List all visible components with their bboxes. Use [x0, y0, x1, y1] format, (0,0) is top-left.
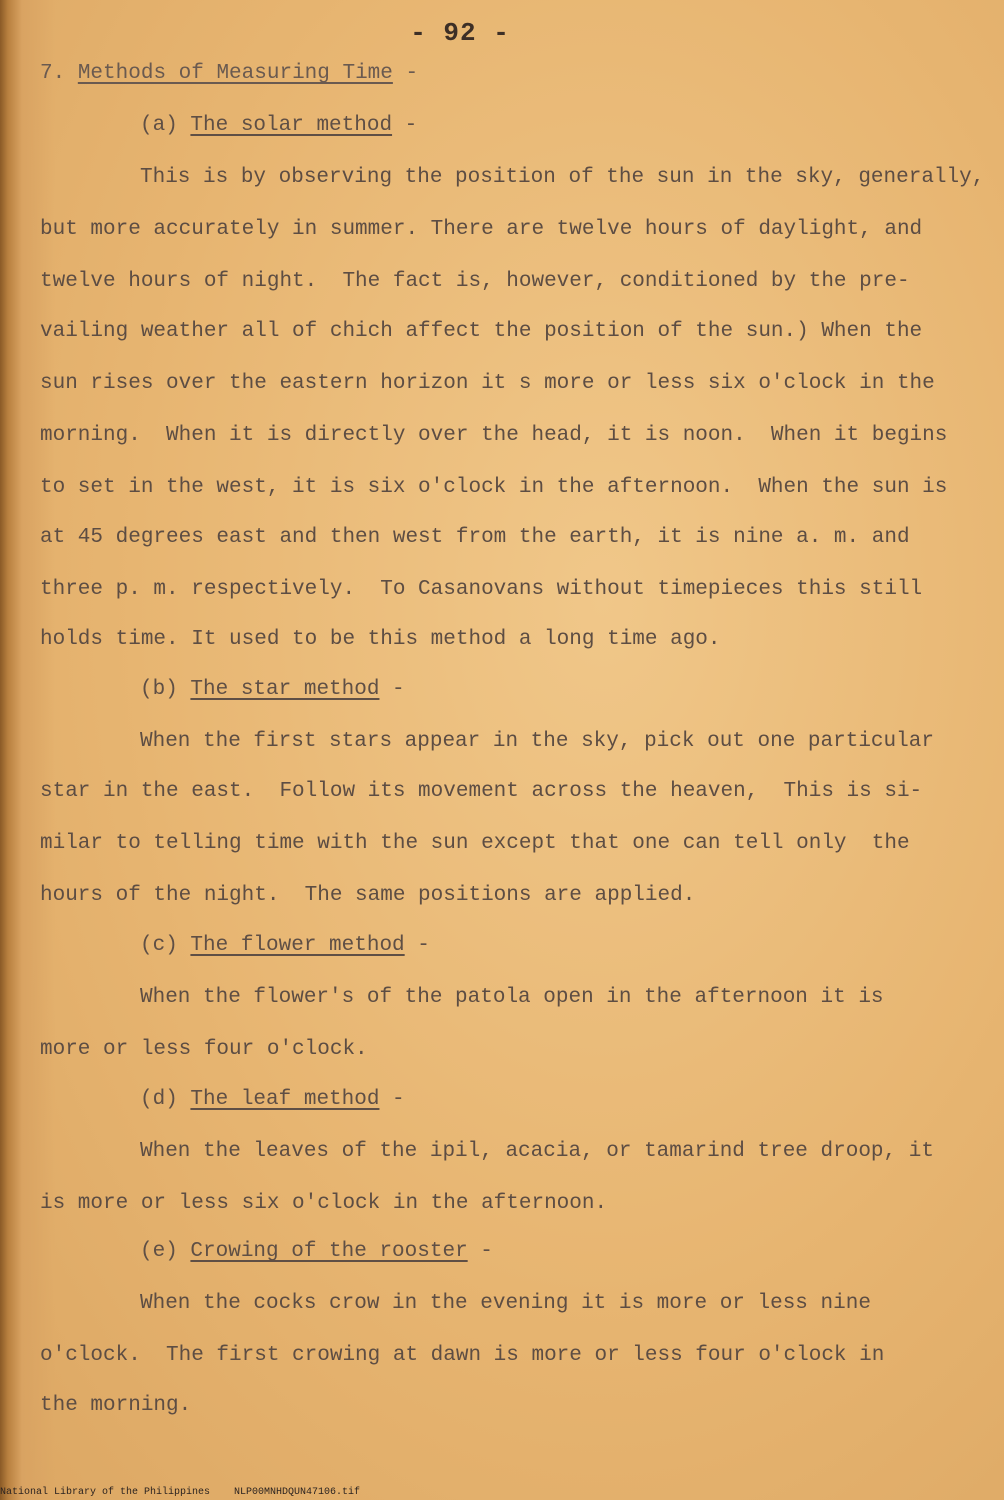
paragraph-line: three p. m. respectively. To Casanovans without timepieces this still [40, 578, 923, 601]
paragraph-line: When the leaves of the ipil, acacia, or tamarind tree droop, it [140, 1140, 934, 1163]
subsection-label: (e) [140, 1240, 178, 1263]
paragraph-line: hours of the night. The same positions are applied. [40, 884, 696, 907]
paragraph-line: milar to telling time with the sun except that one can tell only the [40, 832, 910, 855]
subsection-dash: - [467, 1240, 493, 1263]
subsection-label: (a) [140, 114, 178, 137]
paragraph-line: at 45 degrees east and then west from the earth, it is nine a. m. and [40, 526, 910, 549]
paragraph-line: When the cocks crow in the evening it is more or less nine [140, 1292, 871, 1315]
subsection-title: The flower method [190, 934, 405, 957]
paragraph-line: the morning. [40, 1394, 192, 1417]
subsection-title: The solar method [190, 114, 393, 137]
paragraph-line: to set in the west, it is six o'clock in the afternoon. When the sun is [40, 476, 948, 499]
subsection-dash: - [379, 1088, 405, 1111]
subsection-dash: - [404, 934, 430, 957]
paragraph-line: vailing weather all of chich affect the position of the sun.) When the [40, 320, 923, 343]
subsection-title: Crowing of the rooster [190, 1240, 468, 1263]
subsection-dash: - [379, 678, 405, 701]
paragraph-line: but more accurately in summer. There are twelve hours of daylight, and [40, 218, 923, 241]
paragraph-line: morning. When it is directly over the head, it is noon. When it begins [40, 424, 948, 447]
subsection-heading-flower [140, 934, 430, 957]
subsection-heading-solar [140, 114, 417, 137]
subsection-heading-leaf [140, 1088, 405, 1111]
paragraph-line: more or less four o'clock. [40, 1038, 368, 1061]
subsection-heading-rooster [140, 1240, 493, 1263]
subsection-label: (d) [140, 1088, 178, 1111]
paragraph-line: o'clock. The first crowing at dawn is more or less four o'clock in [40, 1344, 885, 1367]
archive-footer: National Library of the Philippines NLP00MNHDQUN47106.tif [0, 1487, 361, 1498]
section-number: 7. [40, 62, 66, 85]
section-title: Methods of Measuring Time [77, 62, 393, 85]
section-dash: - [392, 62, 419, 85]
subsection-label: (c) [140, 934, 178, 957]
paragraph-line: star in the east. Follow its movement across the heaven, This is si- [40, 780, 923, 803]
paragraph-line: When the first stars appear in the sky, pick out one particular [140, 730, 934, 753]
subsection-label: (b) [140, 678, 178, 701]
paragraph-line: sun rises over the eastern horizon it s more or less six o'clock in the [40, 372, 935, 395]
paragraph-line: When the flower's of the patola open in the afternoon it is [140, 986, 884, 1009]
subsection-dash: - [392, 114, 418, 137]
page-number: - 92 - [410, 18, 510, 48]
subsection-title: The star method [190, 678, 380, 701]
subsection-heading-star [140, 678, 405, 701]
section-heading [40, 62, 418, 85]
paragraph-line: holds time. It used to be this method a long time ago. [40, 628, 721, 651]
subsection-title: The leaf method [190, 1088, 380, 1111]
paragraph-line: This is by observing the position of the sun in the sky, generally, [140, 166, 985, 189]
paragraph-line: is more or less six o'clock in the afternoon. [40, 1192, 608, 1215]
paragraph-line: twelve hours of night. The fact is, however, conditioned by the pre- [40, 270, 910, 293]
